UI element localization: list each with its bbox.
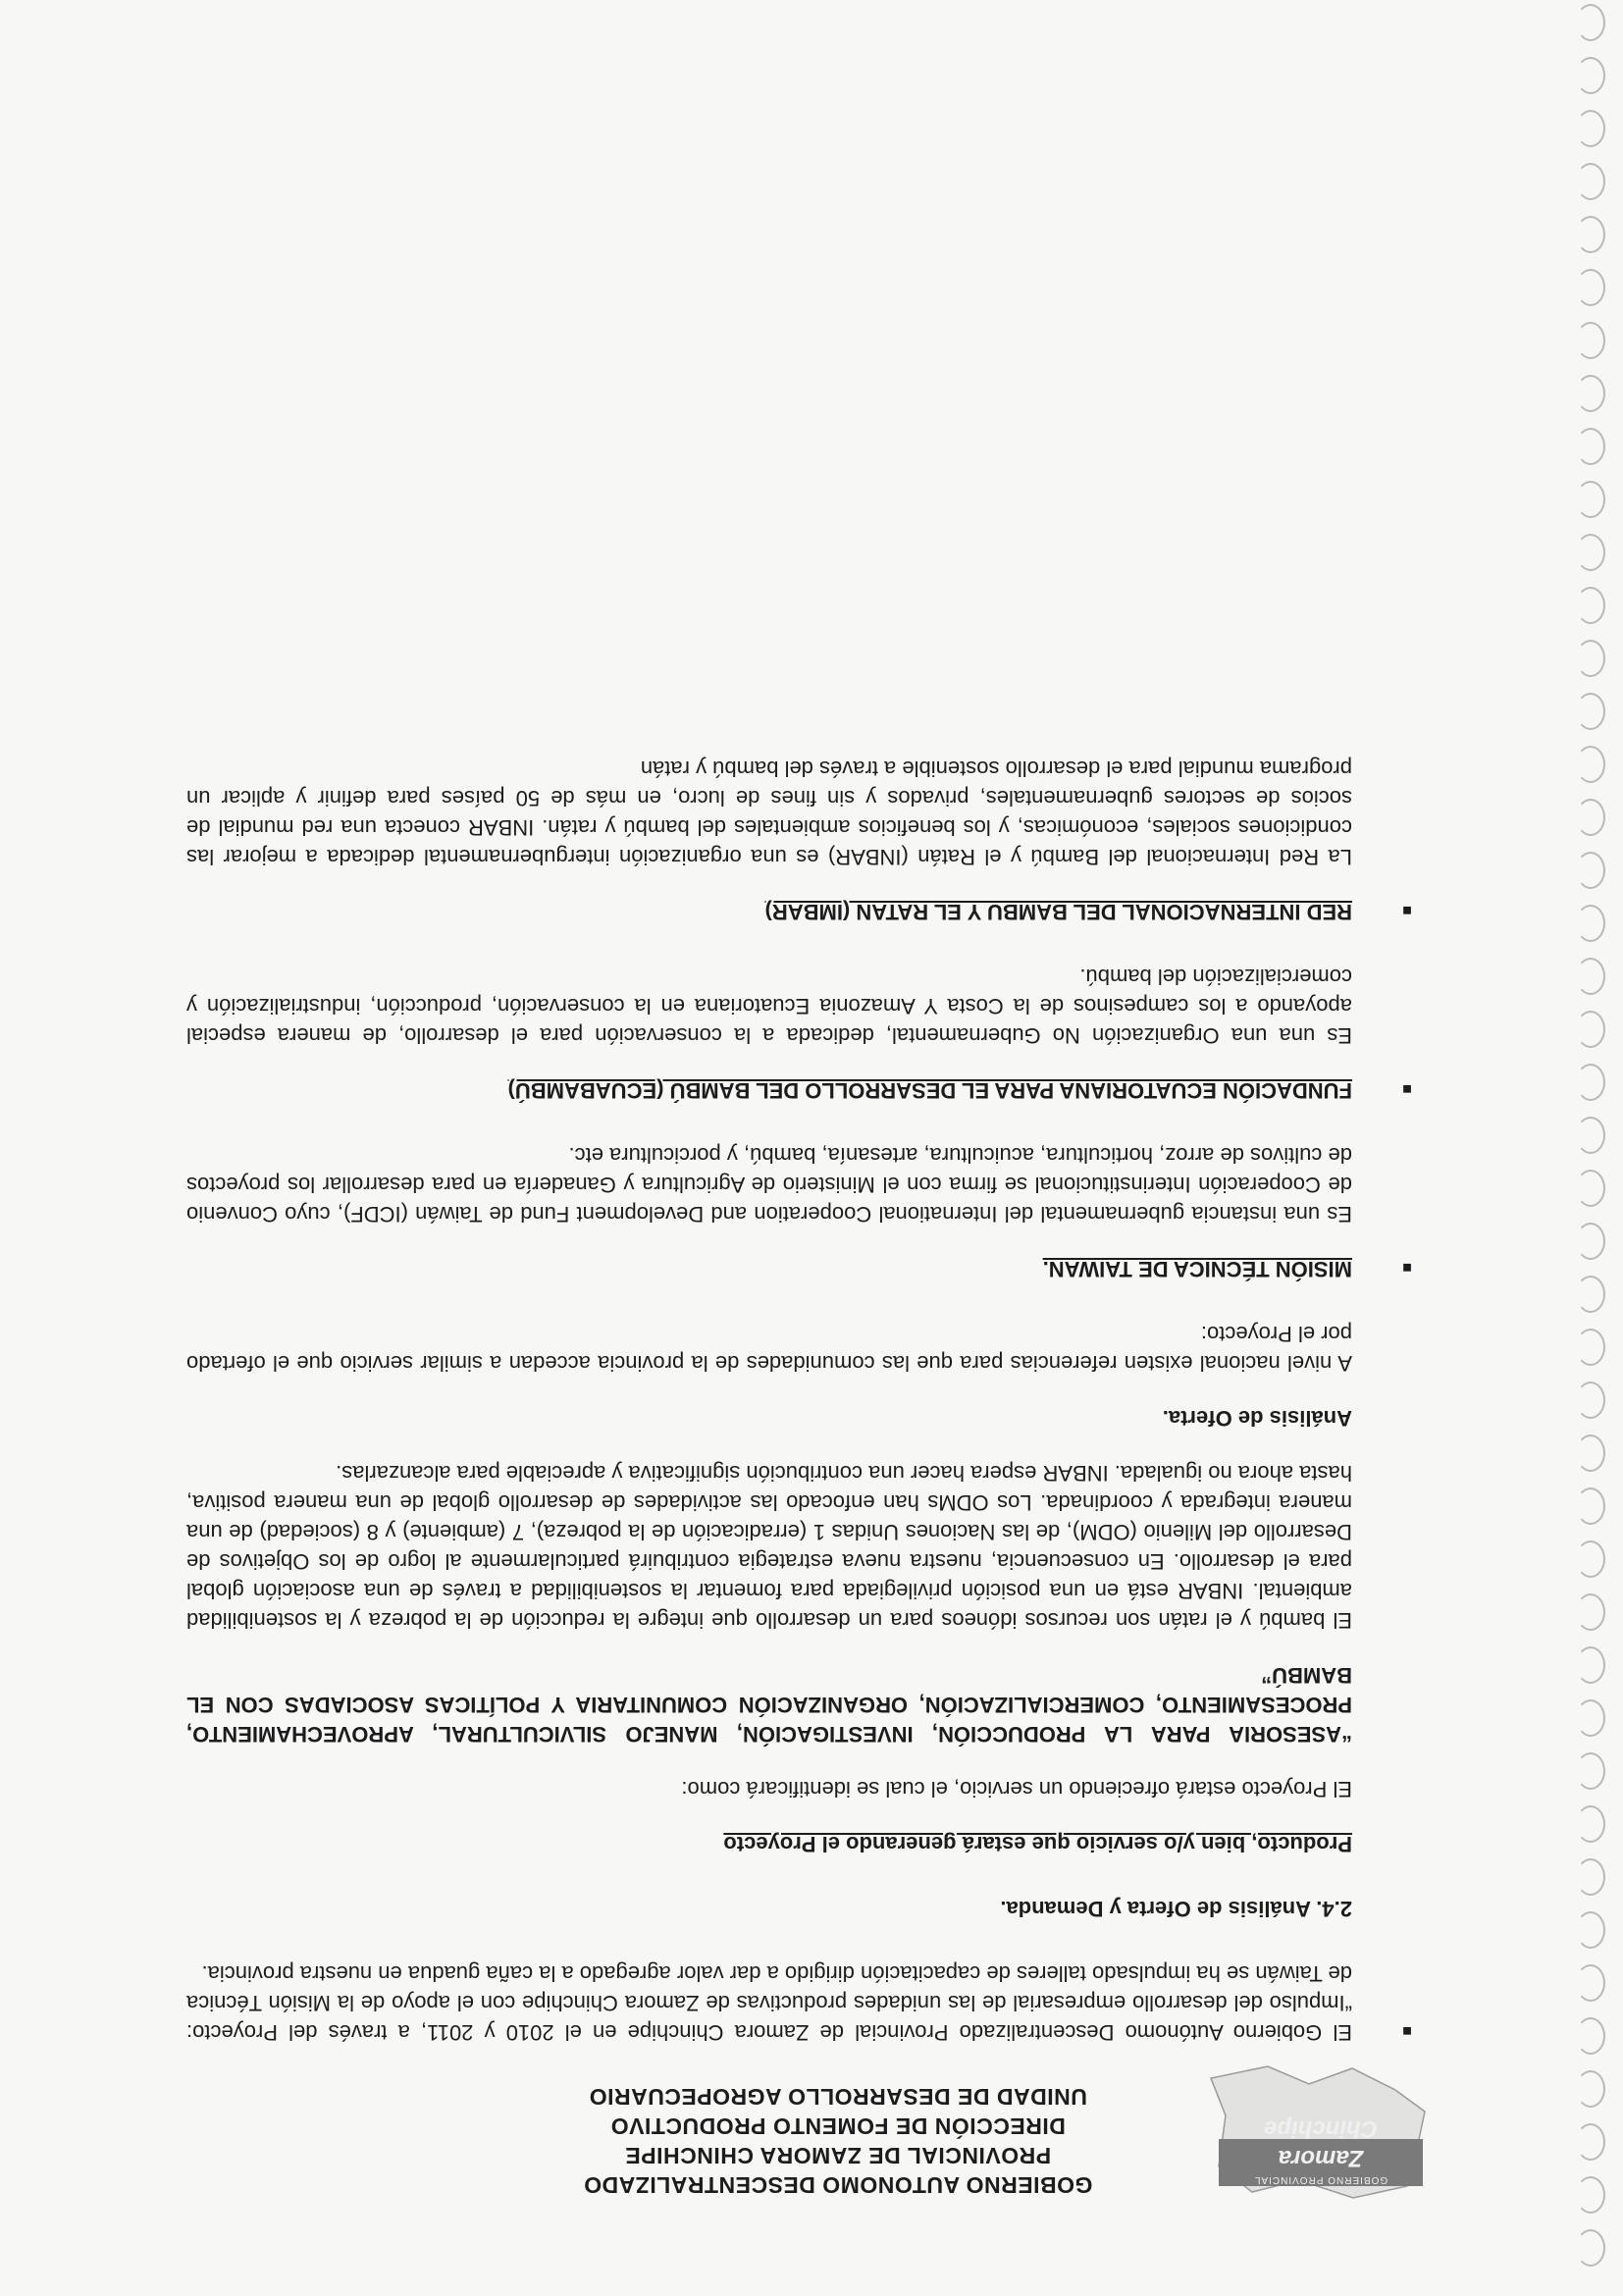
binding-ring bbox=[1576, 163, 1605, 200]
binding-ring bbox=[1576, 481, 1605, 518]
offer-paragraph: A nivel nacional existen referencias para que las comunidades de la provincia accedan a similar servicio que el ofertado por el Proyecto: bbox=[186, 1322, 1352, 1376]
binding-ring bbox=[1576, 2070, 1605, 2108]
binding-ring bbox=[1576, 1805, 1605, 1843]
intro-bullet-text: El Gobierno Autónomo Descentralizado Provincial de Zamora Chinchipe en el 2010 y 2011, a través del Proyecto: “Impulso del desarrollo empresarial de las unidades productivas de Zamora Chinchipe con el apoyo de la Misión Técnica de Taiwán se ha impulsado talleres de capacitación dirigido a dar valor agregado a la caña guadua en nuestra provincia. bbox=[186, 1961, 1352, 2045]
bullet-square-icon: ■ bbox=[1402, 2022, 1412, 2039]
binding-ring bbox=[1576, 2229, 1605, 2267]
binding-ring bbox=[1576, 1487, 1605, 1525]
product-intro: El Proyecto estará ofreciendo un servicio, el cual se identificará como: bbox=[681, 1777, 1352, 1801]
org-line: PROVINCIAL DE ZAMORA CHINCHIPE bbox=[624, 2143, 1052, 2168]
binding-ring bbox=[1576, 2176, 1605, 2214]
binding-ring bbox=[1576, 1911, 1605, 1949]
binding-ring bbox=[1576, 1064, 1605, 1101]
org-line: GOBIERNO AUTONOMO DESCENTRALIZADO bbox=[583, 2172, 1093, 2198]
binding-ring bbox=[1576, 1964, 1605, 2002]
binding-ring bbox=[1576, 269, 1605, 306]
bullet-square-icon: ■ bbox=[1402, 1080, 1412, 1097]
binding-ring bbox=[1576, 693, 1605, 730]
entity-title-text: MISIÓN TÉCNICA DE TAIWAN. bbox=[1042, 1257, 1352, 1281]
binding-ring bbox=[1576, 640, 1605, 677]
spiral-binding bbox=[1562, 0, 1617, 2296]
binding-ring bbox=[1576, 322, 1605, 359]
binding-ring bbox=[1576, 216, 1605, 253]
section-title: 2.4. Análisis de Oferta y Demanda. bbox=[1000, 1897, 1352, 1921]
binding-ring bbox=[1576, 110, 1605, 147]
binding-ring bbox=[1576, 746, 1605, 783]
binding-ring bbox=[1576, 1329, 1605, 1366]
entity-text: La Red Internacional del Bambú y el Ratán (INBAR) es una organización intergubernamental dedicada a mejorar las condiciones sociales, económicas, y los beneficios ambientales del bambú y ratán. INBAR conecta una red mundial de socios de sectores gubernamentales, privados y sin fines de lucro, en más de 50 países para definir y aplicar un programa mundial para el desarrollo sostenible a través del bambú y ratán bbox=[186, 757, 1352, 869]
bullet-square-icon: ■ bbox=[1402, 902, 1412, 918]
org-line: DIRECCIÓN DE FOMENTO PRODUCTIVO bbox=[610, 2113, 1066, 2139]
entity-title-text: RED INTERNACIONAL DEL BAMBU Y EL RATAN (IMBAR) bbox=[764, 900, 1352, 924]
logo-badge bbox=[1219, 2115, 1423, 2186]
logo-top-text: GOBIERNO PROVINCIAL bbox=[1253, 2174, 1388, 2185]
binding-ring bbox=[1576, 4, 1605, 41]
binding-ring bbox=[1576, 57, 1605, 94]
binding-ring bbox=[1576, 1540, 1605, 1578]
binding-ring bbox=[1576, 534, 1605, 571]
binding-ring bbox=[1576, 799, 1605, 836]
intro-bullet bbox=[186, 1958, 1427, 2047]
entity-text: Es una una Organización No Gubernamental, dedicada a la conservación para el desarrollo, de manera especial apoyando a los campesinos de la Costa Y Amazonia Ecuatoriana en la conservación, producción, industrialización y comercialización del bambú. bbox=[186, 965, 1352, 1048]
letterhead bbox=[186, 2059, 1427, 2206]
binding-ring bbox=[1576, 1858, 1605, 1896]
binding-ring bbox=[1576, 587, 1605, 624]
entity-title bbox=[186, 1075, 1427, 1105]
binding-ring bbox=[1576, 1435, 1605, 1472]
binding-ring bbox=[1576, 958, 1605, 995]
binding-ring bbox=[1576, 375, 1605, 412]
entity-title bbox=[186, 1254, 1427, 1283]
entity-title bbox=[186, 897, 1427, 926]
binding-ring bbox=[1576, 1699, 1605, 1737]
product-heading: Producto, bien y/o servicio que estará generando el Proyecto bbox=[723, 1832, 1352, 1856]
binding-ring bbox=[1576, 1170, 1605, 1207]
binding-ring bbox=[1576, 905, 1605, 942]
organization-name bbox=[495, 2082, 1181, 2200]
offer-heading: Análisis de Oferta. bbox=[1162, 1406, 1352, 1431]
binding-ring bbox=[1576, 428, 1605, 465]
binding-ring bbox=[1576, 1752, 1605, 1790]
service-paragraph: El bambú y el ratán son recursos idóneos para un desarrollo que integre la reducción de la pobreza y la sostenibilidad ambiental. INBAR está en una posición privilegiada para fomentar la sostenibilidad a través de una asociación global para el desarrollo. En consecuencia, nuestra nueva estrategia contribuirá particularmente al logro de los Objetivos de Desarrollo del Milenio (ODM), de las Naciones Unidas 1 (erradicación de la pobreza), 7 (ambiente) y 8 (sociedad) de una manera integrada y coordinada. Los ODMs han enfocado las actividades de desarrollo global de una manera positiva, hasta ahora no igualada. INBAR espera hacer una contribución significativa y apreciable para alcanzarlas. bbox=[186, 1461, 1352, 1633]
binding-ring bbox=[1576, 1276, 1605, 1313]
org-line: UNIDAD DE DESARROLLO AGROPECUARIO bbox=[589, 2084, 1087, 2110]
service-name: “ASESORIA PARA LA PRODUCCIÓN, INVESTIGACIÓN, MANEJO SILVICULTURAL, APROVECHAMIENTO, PROCESAMIENTO, COMERCIALIZACIÓN, ORGANIZACIÓN COMUNITARIA Y POLÍTICAS ASOCIADAS CON EL BAMBÚ” bbox=[186, 1663, 1352, 1747]
binding-ring bbox=[1576, 1593, 1605, 1631]
binding-ring bbox=[1576, 1011, 1605, 1048]
logo-brand-text: Zamora Chinchipe bbox=[1264, 2115, 1379, 2171]
binding-ring bbox=[1576, 2017, 1605, 2055]
binding-ring bbox=[1576, 1382, 1605, 1419]
bullet-square-icon: ■ bbox=[1402, 1259, 1412, 1276]
binding-ring bbox=[1576, 1223, 1605, 1260]
entity-title-text: FUNDACIÓN ECUATORIANA PARA EL DESARROLLO DEL BAMBÚ (ECUABAMBÚ) bbox=[507, 1078, 1352, 1103]
binding-ring bbox=[1576, 2123, 1605, 2161]
entity-text: Es una instancia gubernamental del International Cooperation and Development Fund de Taiwán (ICDF), cuyo Convenio de Cooperación Interinstitucional se firma con el Ministerio de Agricultura y Ganadería en para desarrollar los proyectos de cultivos de arroz, horticultura, acuicultura, artesanía, bambú, y porcicultura etc. bbox=[186, 1143, 1352, 1226]
binding-ring bbox=[1576, 1117, 1605, 1154]
binding-ring bbox=[1576, 1646, 1605, 1684]
binding-ring bbox=[1576, 852, 1605, 889]
document-body bbox=[186, 754, 1427, 2206]
provincial-logo bbox=[1201, 2059, 1446, 2206]
